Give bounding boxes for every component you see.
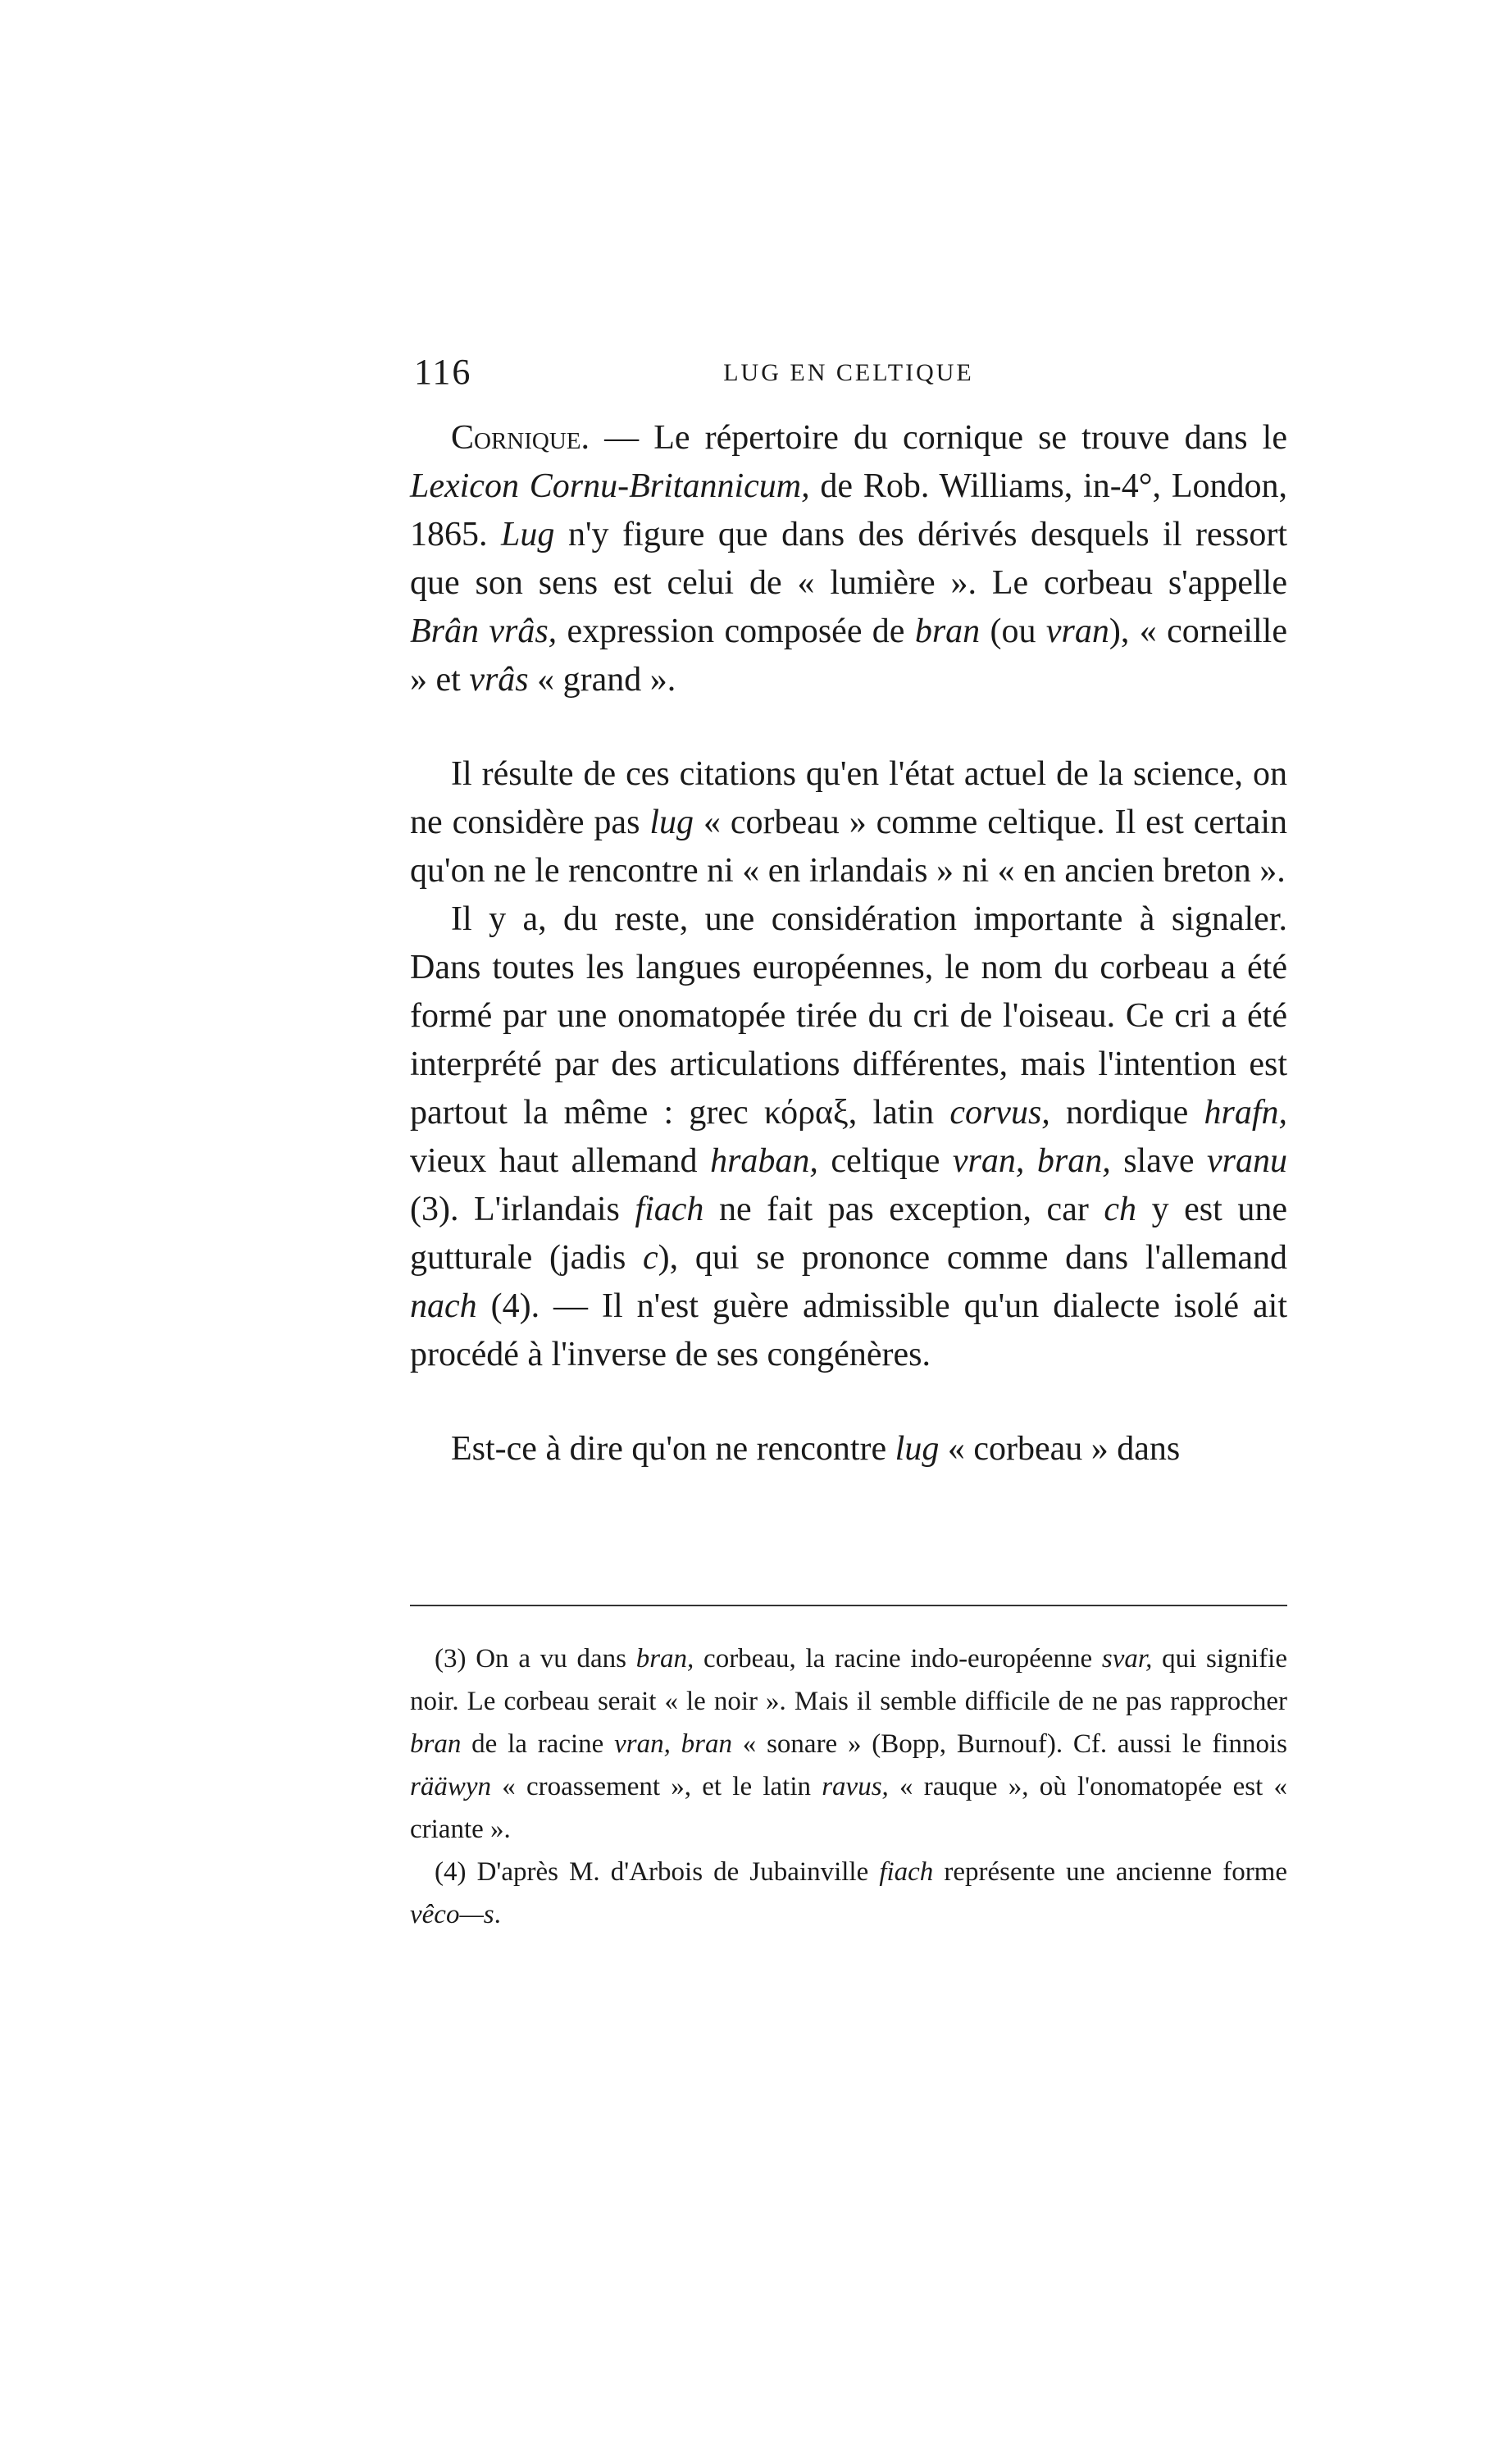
text-run: « corbeau » comme celtique. Il est certain qu'on ne le rencontre ni « en irlandais » ni « en ancien breton ». [410, 804, 1287, 890]
text-run: ), qui se prononce comme dans l'allemand [658, 1239, 1287, 1277]
italic-run: ravus, [822, 1772, 889, 1801]
text-run: — Le répertoire du cornique se trouve dans le [590, 419, 1287, 457]
italic-run: Brân vrâs, [410, 613, 558, 650]
text-run: (4) D'après M. d'Arbois de Jubainville [435, 1857, 880, 1887]
text-run: qui signifie noir. Le corbeau serait « le noir ». Mais il semble difficile de ne pas rapprocher [410, 1644, 1287, 1716]
text-run: « corbeau » dans [939, 1430, 1181, 1468]
italic-run: vrâs [469, 661, 529, 699]
italic-run: corvus, [949, 1094, 1050, 1132]
italic-run: fiach [635, 1191, 704, 1228]
paragraph-cornique [410, 414, 1287, 704]
italic-run: bran [410, 1729, 462, 1759]
text-run: slave [1110, 1142, 1207, 1180]
footnote-4 [410, 1851, 1287, 1936]
text-run: « sonare » (Bopp, Burnouf). Cf. aussi le finnois [731, 1729, 1287, 1759]
text-run: « croassement », et le latin [491, 1772, 822, 1801]
italic-run: hrafn, [1204, 1094, 1288, 1132]
text-run: (4). — Il n'est guère admissible qu'un dialecte isolé ait procédé à l'inverse de ses congénères. [410, 1287, 1287, 1373]
text-run: y est une gutturale (jadis [410, 1191, 1287, 1277]
text-run: ne fait pas exception, car [703, 1191, 1104, 1228]
paragraph-reste [410, 895, 1287, 1379]
text-run: « rauque », où l'onomatopée est « criante ». [410, 1772, 1287, 1844]
text-run: de Rob. Williams, in-4°, London, 1865. [410, 467, 1288, 553]
text-run: Est-ce à dire qu'on ne rencontre [451, 1430, 895, 1468]
text-run: ), « corneille » et [410, 613, 1287, 699]
text-run: Il résulte de ces citations qu'en l'état actuel de la science, on ne considère pas [410, 755, 1287, 841]
italic-run: lug [649, 804, 694, 841]
paragraph-estce [410, 1425, 1287, 1473]
italic-run: vêco—s [410, 1900, 494, 1929]
body-text [410, 414, 1287, 1473]
italic-run: Lexicon Cornu-Britannicum, [410, 467, 810, 505]
italic-run: vran [1045, 613, 1109, 650]
footnotes [410, 1637, 1287, 1936]
greek-word: κόραξ [763, 1094, 849, 1132]
page-number: 116 [414, 352, 472, 392]
paragraph-resulte [410, 750, 1287, 895]
text-run: (3) On a vu dans [435, 1644, 636, 1674]
text-run: . [494, 1900, 501, 1929]
italic-run: vran, bran [614, 1729, 732, 1759]
text-run: n'y figure que dans des dérivés desquels il ressort que son sens est celui de « lumière ». Le corbeau s'appelle [410, 516, 1288, 602]
text-run: expression composée de [557, 613, 915, 650]
italic-run: vranu [1207, 1142, 1287, 1180]
text-run: (3). L'irlandais [410, 1191, 635, 1228]
page-header [414, 351, 1283, 400]
text-run: corbeau, la racine indo-européenne [694, 1644, 1102, 1674]
text-run: vieux haut allemand [410, 1142, 711, 1180]
italic-run: c [642, 1239, 658, 1277]
italic-run: ch [1104, 1191, 1137, 1228]
italic-run: Lug [501, 516, 555, 553]
italic-run: fiach [879, 1857, 934, 1887]
text-run: (ou [980, 613, 1046, 650]
text-run: celtique [817, 1142, 953, 1180]
running-title: LUG EN CELTIQUE [723, 359, 974, 386]
italic-run: nach [410, 1287, 477, 1325]
section-lead: Cornique. [451, 419, 590, 457]
italic-run: rääwyn [410, 1772, 491, 1801]
text-run: nordique [1049, 1094, 1204, 1132]
text-run: représente une ancienne forme [933, 1857, 1287, 1887]
footnote-3 [410, 1637, 1287, 1851]
italic-run: vran, bran, [952, 1142, 1111, 1180]
text-run: « grand ». [528, 661, 676, 699]
text-run: Il y a, du reste, une considération importante à signaler. Dans toutes les langues européennes, le nom du corbeau a été formé par une onomatopée tirée du cri de l'oiseau. Ce cri a été interprété par des articulations différentes, mais l'intention est partout la même : grec [410, 900, 1287, 1132]
italic-run: lug [895, 1430, 940, 1468]
text-run: de la racine [461, 1729, 615, 1759]
italic-run: bran [914, 613, 981, 650]
italic-run: svar, [1101, 1644, 1153, 1674]
italic-run: hraban, [710, 1142, 818, 1180]
footnote-divider [410, 1605, 1287, 1606]
text-run: , latin [848, 1094, 950, 1132]
italic-run: bran, [635, 1644, 694, 1674]
